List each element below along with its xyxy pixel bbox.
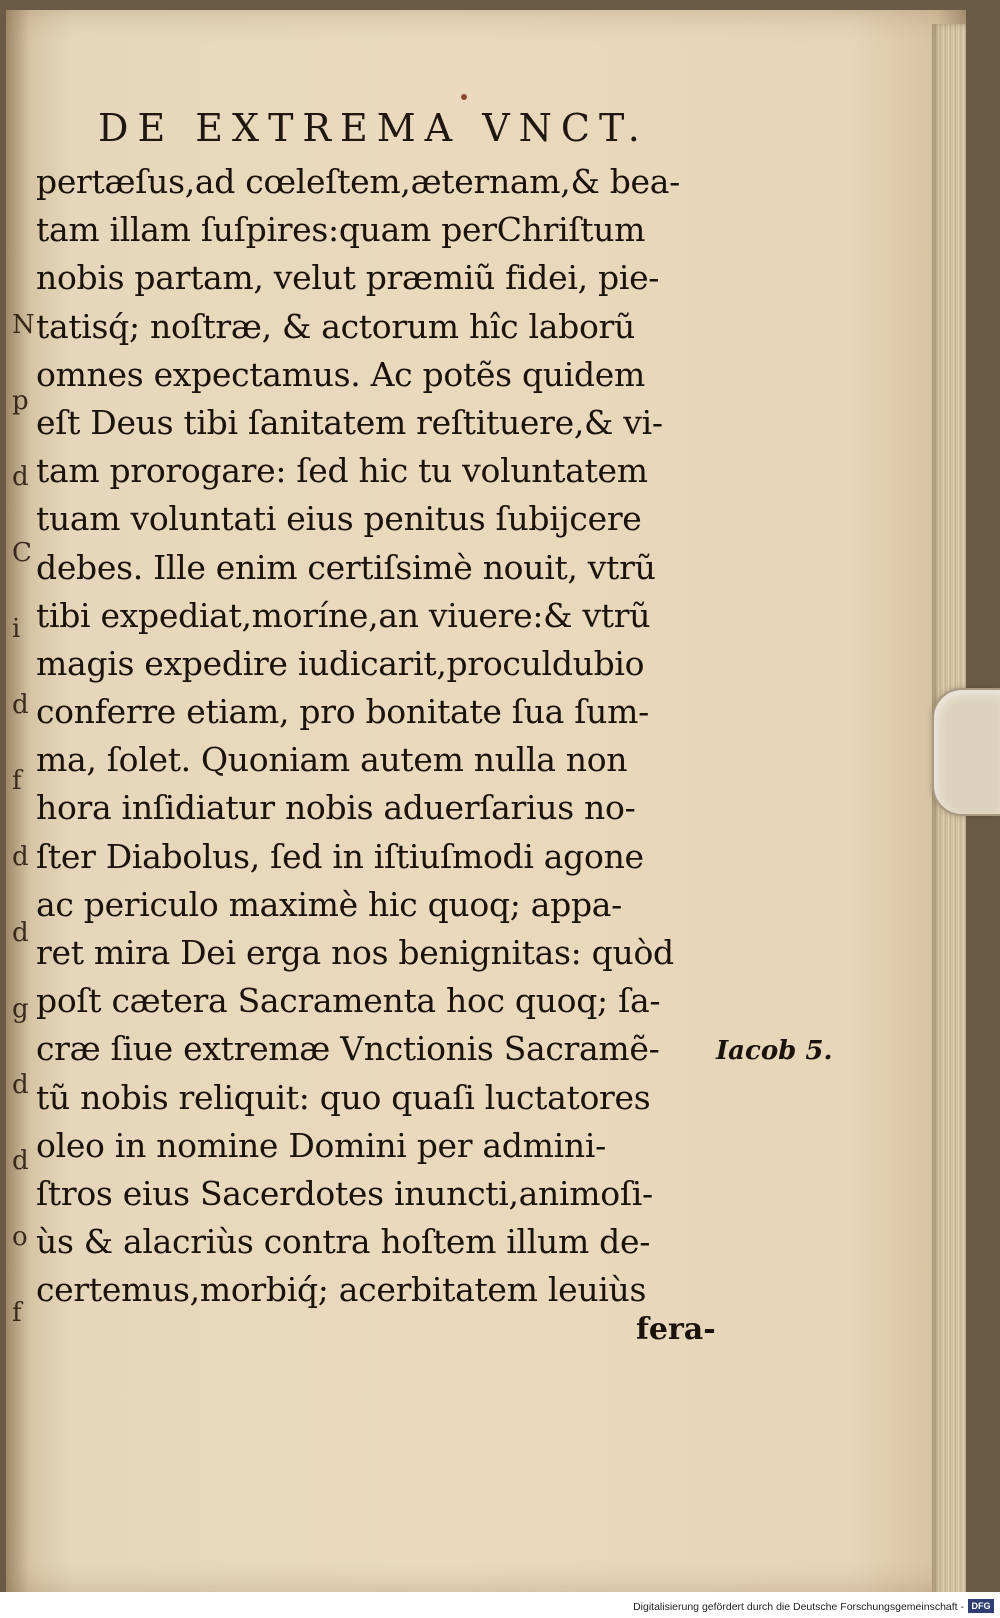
text-line: tam prorogare: ſed hic tu voluntatem bbox=[36, 451, 648, 491]
margin-note: Iacob 5. bbox=[716, 1036, 833, 1066]
inner-margin-mark: d bbox=[12, 842, 29, 872]
text-line: ma, ſolet. Quoniam autem nulla non bbox=[36, 740, 628, 780]
inner-margin-mark: f bbox=[12, 766, 22, 796]
inner-margin-mark: d bbox=[12, 690, 29, 720]
catchword: fera- bbox=[636, 1312, 716, 1347]
text-line: ſtros eius Sacerdotes inuncti,animoſi- bbox=[36, 1173, 653, 1213]
text-line: magis expedire iudicarit,proculdubio bbox=[36, 643, 645, 683]
inner-margin-mark: d bbox=[12, 1146, 29, 1176]
text-line: omnes expectamus. Ac potẽs quidem bbox=[36, 354, 646, 394]
page-clip bbox=[932, 688, 1000, 816]
inner-margin-marks bbox=[12, 310, 35, 1410]
text-line: oleo in nomine Domini per admini- bbox=[36, 1125, 606, 1165]
dfg-logo: DFG bbox=[968, 1599, 994, 1613]
inner-margin-mark: o bbox=[12, 1222, 28, 1252]
text-line: ret mira Dei erga nos benignitas: quòd bbox=[36, 933, 674, 972]
inner-margin-mark: d bbox=[12, 918, 29, 948]
text-line: debes. Ille enim certiſsimè nouit, vtrũ bbox=[36, 547, 656, 587]
text-line: eſt Deus tibi ſanitatem reſtituere,& vi- bbox=[36, 402, 663, 442]
inner-margin-mark: i bbox=[12, 614, 21, 644]
inner-margin-mark: f bbox=[12, 1298, 22, 1328]
text-line: pertæſus,ad cœleſtem,æternam,& bea- bbox=[36, 162, 681, 201]
text-line: cræ ſiue extremæ Vnctionis Sacramẽ- bbox=[36, 1029, 660, 1069]
book-page bbox=[6, 10, 966, 1592]
text-line: tatisq́; noſtræ, & actorum hîc laborũ bbox=[36, 306, 635, 346]
text-line: tibi expediat,moríne,an viuere:& vtrũ bbox=[36, 595, 651, 635]
text-line: ſter Diabolus, ſed in iſtiuſmodi agone bbox=[36, 836, 644, 876]
text-line: tũ nobis reliquit: quo quaſi luctatores bbox=[36, 1077, 651, 1117]
text-line: poſt cætera Sacramenta hoc quoq; ſa- bbox=[36, 981, 661, 1021]
text-line: hora inſidiatur nobis aduerſarius no- bbox=[36, 788, 636, 828]
text-line: certemus,morbiq́; acerbitatem leuiùs bbox=[36, 1270, 647, 1310]
text-line: nobis partam, velut præmiũ fidei, pie- bbox=[36, 258, 660, 298]
inner-margin-mark: C bbox=[12, 538, 32, 568]
inner-margin-mark: g bbox=[12, 994, 29, 1024]
inner-margin-mark: d bbox=[12, 1070, 29, 1100]
text-line: conferre etiam, pro bonitate ſua ſum- bbox=[36, 692, 649, 732]
body-text bbox=[36, 158, 716, 1315]
text-line: ac periculo maximè hic quoq; appa- bbox=[36, 884, 623, 924]
inner-margin-mark: N bbox=[12, 310, 35, 340]
footer-bar bbox=[0, 1592, 1000, 1618]
text-line: tuam voluntati eius penitus ſubijcere bbox=[36, 499, 642, 539]
funding-credit: Digitalisierung gefördert durch die Deutsche Forschungsgemeinschaft - bbox=[633, 1601, 964, 1613]
ink-dot bbox=[461, 94, 467, 100]
running-header: DE EXTREMA VNCT. bbox=[98, 106, 649, 150]
inner-margin-mark: d bbox=[12, 462, 29, 492]
text-line: ùs & alacriùs contra hoſtem illum de- bbox=[36, 1222, 651, 1262]
inner-margin-mark: p bbox=[12, 386, 29, 416]
text-line: tam illam ſuſpires:quam perChriſtum bbox=[36, 210, 646, 250]
